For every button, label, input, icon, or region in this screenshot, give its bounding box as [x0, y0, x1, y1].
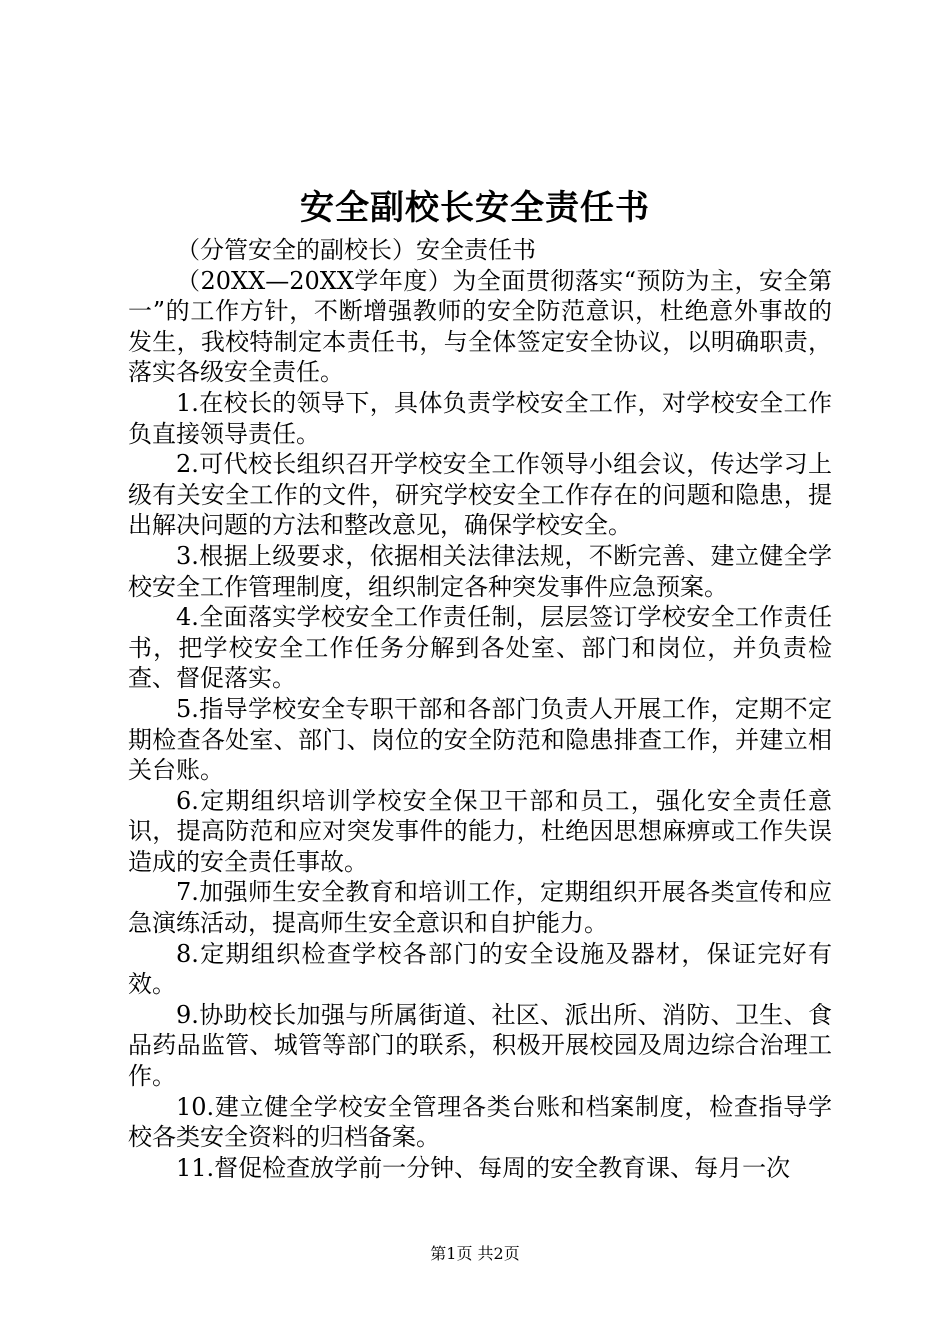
document-title: 安全副校长安全责任书: [300, 188, 650, 228]
paragraph-item-4: 4.全面落实学校安全工作责任制，层层签订学校安全工作责任书，把学校安全工作任务分解到各处室、部门和岗位，并负责检查、督促落实。: [128, 603, 832, 693]
paragraph-item-6: 6.定期组织培训学校安全保卫干部和员工，强化安全责任意识，提高防范和应对突发事件的能力，杜绝因思想麻痹或工作失误造成的安全责任事故。: [128, 786, 832, 876]
paragraph-item-2: 2.可代校长组织召开学校安全工作领导小组会议，传达学习上级有关安全工作的文件，研究学校安全工作存在的问题和隐患，提出解决问题的方法和整改意见，确保学校安全。: [128, 450, 832, 540]
paragraph-item-1: 1.在校长的领导下，具体负责学校安全工作，对学校安全工作负直接领导责任。: [128, 388, 832, 448]
paragraph-intro: （20XX—20XX学年度）为全面贯彻落实“预防为主，安全第一”的工作方针，不断增强教师的安全防范意识，杜绝意外事故的发生，我校特制定本责任书，与全体签定安全协议，以明确职责，落实各级安全责任。: [128, 266, 832, 387]
document-body: [128, 235, 832, 1183]
paragraph-item-3: 3.根据上级要求，依据相关法律法规，不断完善、建立健全学校安全工作管理制度，组织制定各种突发事件应急预案。: [128, 541, 832, 601]
page-number-footer: 第1页 共2页: [430, 1244, 520, 1263]
paragraph-item-8: 8.定期组织检查学校各部门的安全设施及器材，保证完好有效。: [128, 939, 832, 999]
paragraph-item-5: 5.指导学校安全专职干部和各部门负责人开展工作，定期不定期检查各处室、部门、岗位的安全防范和隐患排查工作，并建立相关台账。: [128, 694, 832, 785]
paragraph-item-9: 9.协助校长加强与所属街道、社区、派出所、消防、卫生、食品药品监管、城管等部门的联系，积极开展校园及周边综合治理工作。: [128, 1000, 832, 1091]
paragraph-item-10: 10.建立健全学校安全管理各类台账和档案制度，检查指导学校各类安全资料的归档备案。: [128, 1092, 832, 1152]
paragraph-item-11: 11.督促检查放学前一分钟、每周的安全教育课、每月一次: [176, 1153, 791, 1182]
paragraph-item-7: 7.加强师生安全教育和培训工作，定期组织开展各类宣传和应急演练活动，提高师生安全意识和自护能力。: [128, 878, 832, 938]
paragraph-subtitle: （分管安全的副校长）安全责任书: [176, 236, 536, 264]
